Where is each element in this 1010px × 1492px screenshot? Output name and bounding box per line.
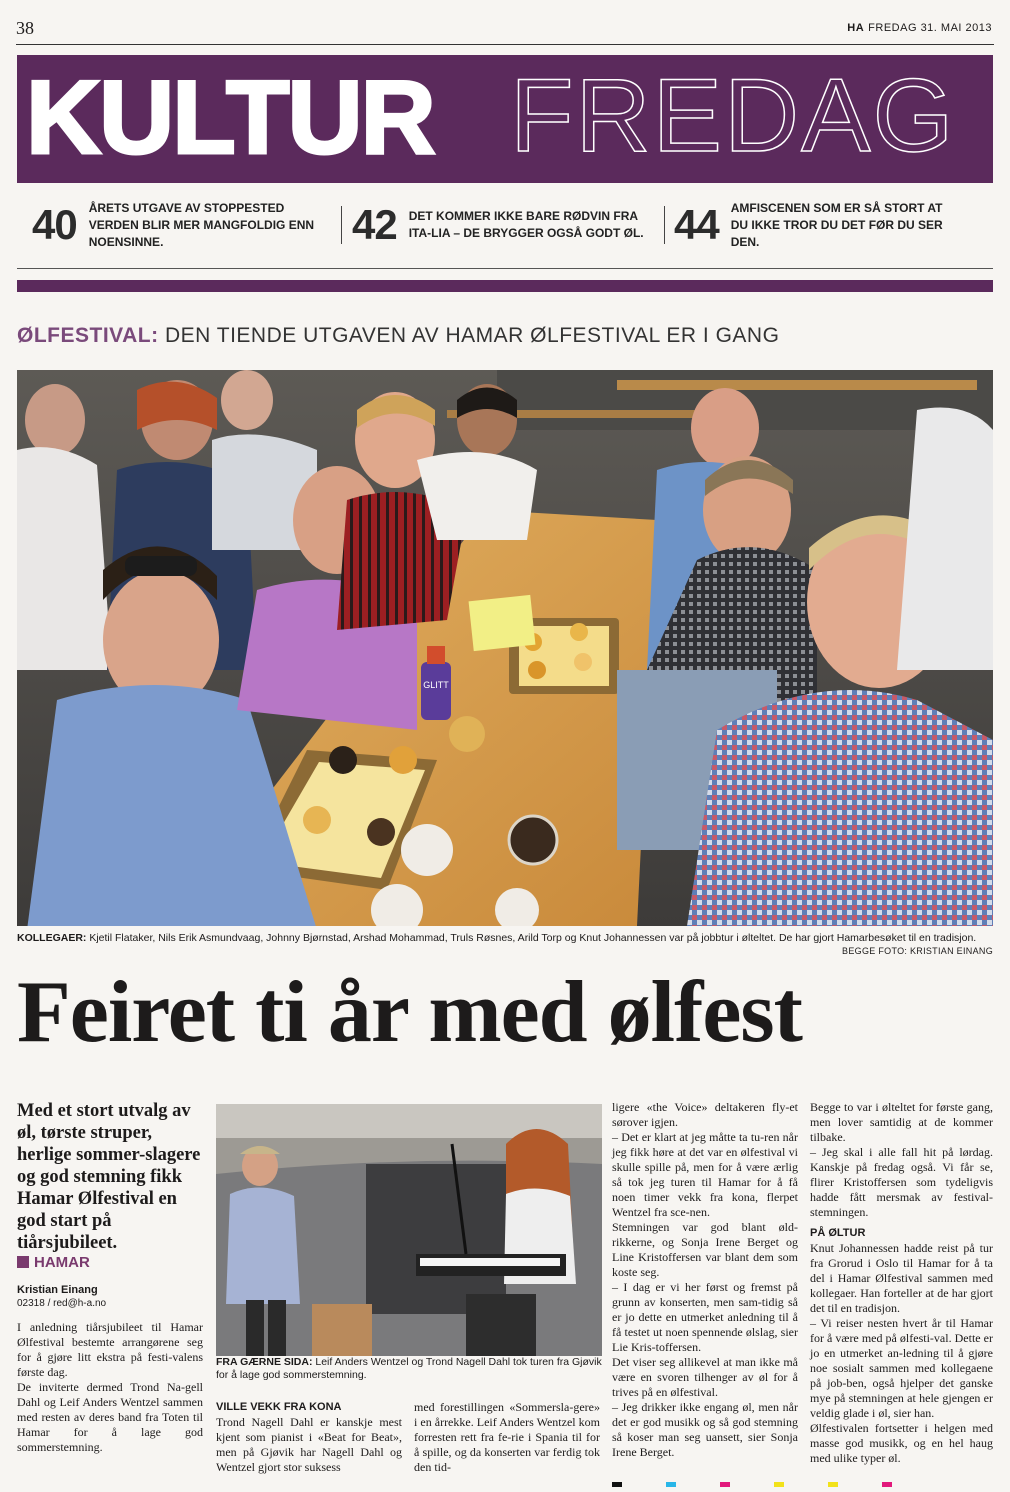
teaser-page-number: 42	[352, 201, 397, 248]
body-column-3	[414, 1400, 600, 1475]
main-photo	[17, 370, 993, 926]
place-name: HAMAR	[34, 1254, 90, 1271]
teaser-text: DET KOMMER IKKE BARE RØDVIN FRA ITA-LIA – DE BRYGGER OGSÅ GODT ØL.	[408, 209, 644, 240]
dateline-square	[17, 1256, 29, 1268]
paragraph: – Det er klart at jeg måtte ta tu-ren når jeg fikk høre at det var en ølfestival vi skulle spille på, men for å være ærlig så tok jeg turen til Hamar for å få noen timer vekk fra kona, flerpet Wentzel fra sce-nen.	[612, 1130, 798, 1219]
caption-kicker: KOLLEGAER:	[17, 932, 87, 944]
headline: Feiret ti år med ølfest	[17, 964, 802, 1061]
teaser-page-number: 40	[32, 201, 77, 248]
teaser-text: AMFISCENEN SOM ER SÅ STORT AT DU IKKE TROR DU DET FØR DU SER DEN.	[730, 200, 943, 249]
registration-mark	[882, 1482, 892, 1487]
paragraph: Trond Nagell Dahl er kanskje mest kjent som pianist i «Beat for Beat», men på Gjøvik har Nagell Dahl og Wentzel gjort stor suksess	[216, 1415, 402, 1474]
registration-mark	[612, 1482, 622, 1487]
teaser-2[interactable]	[352, 200, 662, 250]
main-photo-caption	[17, 932, 993, 945]
body-column-2	[216, 1400, 402, 1475]
teaser-3[interactable]	[674, 200, 974, 250]
section-heading	[17, 324, 779, 348]
paragraph: De inviterte dermed Trond Na-gell Dahl og Leif Anders Wentzel sammen med resten av deres band fra Toten til Hamar for å lage god sommerstemning.	[17, 1380, 203, 1454]
concert-photo-caption	[216, 1356, 602, 1382]
registration-mark	[666, 1482, 676, 1487]
banner-kultur: KULTUR	[26, 60, 434, 176]
lede: Med et stort utvalg av øl, tørste struper, herlige sommer-slagere og god stemning fikk Hamar Ølfestival en god start på tiårsjubileet.	[17, 1101, 201, 1253]
paragraph: Det viser seg allikevel at man ikke må være en svoren tilhenger av øl for å trives på en ølfestival.	[612, 1355, 798, 1399]
section-kicker: ØLFESTIVAL:	[17, 324, 159, 347]
paragraph: ligere «the Voice» deltakeren fly-et sørover igjen.	[612, 1100, 798, 1129]
teaser-1[interactable]	[32, 200, 332, 250]
paragraph: – Jeg skal i alle fall hit på lørdag. Kanskje på fredag også. Vi får se, flirer Kristoffersen som tydeligvis hadde fått mersmak av festival-stemningen.	[810, 1145, 993, 1219]
paragraph: Knut Johannessen hadde reist på tur fra Grorud i Oslo til Hamar for å ta del i Hamar Ølfestival sammen med kollegaer. Han forteller at de har gjort det til en tradisjon.	[810, 1241, 993, 1315]
body-column-4	[612, 1100, 798, 1460]
bottle-label: GLITT	[423, 680, 449, 690]
caption-text: Kjetil Flataker, Nils Erik Asmundvaag, Johnny Bjørnstad, Arshad Mohammad, Truls Røsnes, Arild Torp og Knut Johannessen var på jobbtur i ølteltet. De har gjort Hamarbesøket til en tradisjon.	[89, 932, 977, 944]
caption-text: Leif Anders Wentzel og Trond Nagell Dahl tok turen fra Gjøvik for å lage god sommerstemning.	[216, 1356, 602, 1381]
caption-kicker: FRA GÆRNE SIDA:	[216, 1356, 313, 1368]
photo-credit: BEGGE FOTO: KRISTIAN EINANG	[842, 946, 993, 956]
concert-photo	[216, 1104, 602, 1356]
paragraph: Begge to var i ølteltet for første gang, men lover samtidig at de kommer tilbake.	[810, 1100, 993, 1144]
paragraph: – I dag er vi her først og fremst på grunn av konserten, men sam-tidig så er jo dette en utmerket anledning til å få testet ut noen spennende ølslag, sier Lie Kris-toffersen.	[612, 1280, 798, 1354]
banner-fredag: FREDAG	[510, 58, 956, 174]
registration-mark	[828, 1482, 838, 1487]
byline-name: Kristian Einang	[17, 1284, 98, 1296]
paragraph: Stemningen var god blant øld-rikkerne, og Sonja Irene Berget og Line Kristoffersen var blant dem som koste seg.	[612, 1220, 798, 1279]
paragraph: – Vi reiser nesten hvert år til Hamar for å være med på ølfesti-val. Dette er jo en utmerket an-ledning til å gjøre noe sosialt sammen med kollegaene på job-ben, også hjelper det ganske mye på stemningen at hele gjengen er veldig glade i øl, sier han.	[810, 1316, 993, 1420]
body-column-1	[17, 1320, 203, 1455]
teaser-rule	[17, 268, 993, 269]
teaser-divider	[664, 206, 665, 244]
teaser-divider	[341, 206, 342, 244]
group-photo-illustration	[17, 370, 993, 926]
registration-mark	[720, 1482, 730, 1487]
paper-logo: HA	[847, 22, 865, 34]
teaser-page-number: 44	[674, 201, 719, 248]
paragraph: Ølfestivalen fortsetter i helgen med masse god musikk, og en hel haug med ulike typer øl.	[810, 1421, 993, 1465]
paragraph: – Jeg drikker ikke engang øl, men når det er god musikk og så god stemning så koser man seg uansett, sier Sonja Irene Berget.	[612, 1400, 798, 1459]
subheading: PÅ ØLTUR	[810, 1227, 866, 1239]
purple-strip	[17, 280, 993, 292]
teaser-text: ÅRETS UTGAVE AV STOPPESTED VERDEN BLIR MER MANGFOLDIG ENN NOENSINNE.	[88, 200, 315, 249]
issue-date: FREDAG 31. MAI 2013	[868, 22, 992, 34]
dateline-place	[17, 1254, 90, 1271]
paragraph: I anledning tiårsjubileet til Hamar Ølfestival bestemte arrangørene seg for å gjøre litt ekstra på festi-valens første dag.	[17, 1320, 203, 1379]
subheading: VILLE VEKK FRA KONA	[216, 1401, 342, 1413]
folio-rule	[16, 44, 994, 45]
body-column-5	[810, 1100, 993, 1466]
registration-mark	[774, 1482, 784, 1487]
concert-photo-illustration	[216, 1104, 602, 1356]
page-number: 38	[16, 18, 34, 38]
paragraph: med forestillingen «Sommersla-gere» i en årrekke. Leif Anders Wentzel kom forresten rett fra fe-rie i Spania til for å spille, og da konserten var ferdig tok den tid-	[414, 1400, 600, 1474]
folio-date	[847, 22, 992, 34]
section-title: DEN TIENDE UTGAVEN AV HAMAR ØLFESTIVAL ER I GANG	[164, 324, 780, 347]
byline-contact[interactable]: 02318 / red@h-a.no	[17, 1298, 107, 1309]
